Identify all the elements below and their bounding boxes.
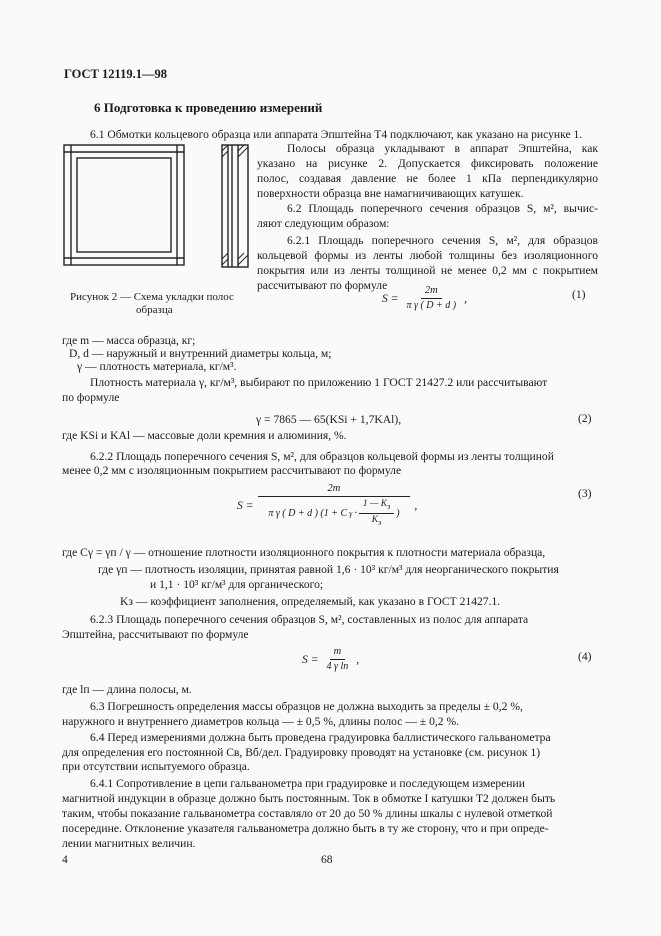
where1-line2: D, d — наружный и внутренний диаметры кольца, м; (69, 347, 332, 360)
figure-2-caption-line1: Рисунок 2 — Схема укладки полос (70, 291, 234, 303)
formula-1-lhs: S = (382, 292, 399, 305)
paragraph-6-4-1-line3: таким, чтобы показание гальванометра составляло от 20 до 50 % длины шкалы с нулевой отметкой (62, 807, 553, 820)
strips-line-3: полос, создавая давление не более 1 кПа перпендикулярно (257, 172, 598, 185)
density-line1: Плотность материала γ, кг/м³, выбирают по приложению 1 ГОСТ 21427.2 или рассчитывают (90, 376, 548, 389)
strips-line-2: указано на рисунке 2. Допускается фиксировать положение (257, 157, 598, 170)
paragraph-6-2-3-line2: Эпштейна, рассчитывают по формуле (62, 628, 249, 641)
paragraph-6-2-1-line4: рассчитывают по формуле (257, 279, 388, 292)
formula-1-numerator: 2m (421, 285, 442, 299)
formula-3-lhs: S = (237, 498, 254, 512)
paragraph-6-3-line2: наружного и внутреннего диаметров кольца — ± 0,5 %, длины полос — ± 0,2 %. (62, 715, 460, 728)
paragraph-6-4-line2: для определения его постоянной Cв, Вб/дел. Градуировку проводят на установке (см. рисунок 1) (62, 746, 541, 759)
formula-3-tail: , (414, 498, 418, 512)
formula-2: γ = 7865 — 65(KSi + 1,7KAl), (256, 413, 402, 426)
paragraph-6-2-2-line1: 6.2.2 Площадь поперечного сечения S, м², для образцов кольцевой формы из ленты толщиной (90, 450, 554, 463)
where3-line2: где γп — плотность изоляции, принятая равной 1,6 · 10³ кг/м³ для неорганического покрытия (98, 563, 559, 576)
formula-3-denominator: π γ ( D + d ) (1 + C γ · $\frac{1 — K_з}{K_з}$ ) (268, 499, 400, 527)
where4: где lп — длина полосы, м. (62, 683, 192, 696)
formula-2-number: (2) (578, 412, 592, 425)
paragraph-6-4-1-line4: посередине. Отклонение указателя гальванометра должно быть в ту же сторону, что и при опреде- (62, 822, 549, 835)
where3-line1: где Cγ = γп / γ — отношение плотности изоляционного покрытия к плотности материала образца, (62, 546, 546, 559)
where1-line3: γ — плотность материала, кг/м³. (77, 360, 237, 373)
formula-3-inner-num: 1 — K (362, 499, 388, 509)
formula-4-denominator: 4 γ lп (326, 661, 349, 672)
formula-3 (237, 483, 417, 528)
strips-line-4: поверхности образца вне намагничивающих катушек. (257, 187, 524, 200)
formula-4-tail: , (356, 653, 360, 666)
formula-4-lhs: S = (302, 653, 319, 666)
document-header: ГОСТ 12119.1—98 (64, 67, 167, 81)
paragraph-6-2-line1: 6.2 Площадь поперечного сечения образцов S, м², вычис- (287, 202, 598, 215)
density-line2: по формуле (62, 391, 120, 404)
paragraph-6-1: 6.1 Обмотки кольцевого образца или аппарата Эпштейна Т4 подключают, как указано на рисунке 1. (90, 128, 583, 141)
formula-1 (382, 285, 467, 312)
formula-3-inner-num-sub: з (387, 501, 391, 511)
paragraph-6-2-line2: ляют следующим образом: (257, 217, 390, 230)
formula-1-tail: , (464, 292, 468, 305)
where2: где KSi и KAl — массовые доли кремния и алюминия, %. (62, 429, 347, 442)
formula-4-numerator: m (330, 646, 346, 660)
formula-3-den-a: π γ ( D + d ) (1 + C (268, 507, 348, 519)
formula-3-numerator: 2m (258, 483, 411, 497)
paragraph-6-2-1-line3: покрытия или из ленты толщиной не менее 0,2 мм с покрытием (257, 264, 598, 277)
formula-4-number: (4) (578, 650, 592, 663)
footer-page-left: 4 (62, 853, 68, 866)
formula-4 (302, 646, 359, 673)
figure-2-caption-line2: образца (136, 304, 173, 316)
section-title: 6 Подготовка к проведению измерений (94, 100, 323, 115)
where3-line3: и 1,1 · 10³ кг/м³ для органического; (150, 578, 324, 591)
paragraph-6-4-1-line5: лении магнитных величин. (62, 837, 196, 850)
where3-line4: Kз — коэффициент заполнения, определяемый, как указано в ГОСТ 21427.1. (120, 595, 501, 608)
paragraph-6-2-1-line1: 6.2.1 Площадь поперечного сечения S, м², для образцов (287, 234, 598, 247)
paragraph-6-2-3-line1: 6.2.3 Площадь поперечного сечения образцов S, м², составленных из полос для аппарата (90, 613, 529, 626)
strips-line-1: Полосы образца укладывают в аппарат Эпштейна, как (287, 142, 598, 155)
formula-3-inner-den: K (371, 514, 379, 525)
formula-1-denominator: π γ ( D + d ) (406, 300, 457, 311)
paragraph-6-2-2-line2: менее 0,2 мм с изоляционным покрытием рассчитывают по формуле (62, 464, 402, 477)
paragraph-6-2-1-line2: кольцевой формы из ленты любой толщины без изоляционного (257, 249, 598, 262)
formula-3-den-b: γ (349, 508, 353, 518)
where1-line1: где m — масса образца, кг; (62, 334, 196, 347)
formula-3-inner-den-sub: з (378, 517, 382, 527)
paragraph-6-4-line1: 6.4 Перед измерениями должна быть проведена градуировка баллистического гальванометра (90, 731, 551, 744)
paragraph-6-4-line3: при отсутствии испытуемого образца. (62, 760, 250, 773)
paragraph-6-3-line1: 6.3 Погрешность определения массы образцов не должна выходить за пределы ± 0,2 %, (90, 700, 523, 713)
paragraph-6-4-1-line2: магнитной индукции в образце должно быть постоянным. Ток в обмотке I катушки T2 должен быть (62, 792, 556, 805)
paragraph-6-4-1-line1: 6.4.1 Сопротивление в цепи гальванометра при градуировке и последующем измерении (90, 777, 525, 790)
footer-page-center: 68 (321, 853, 333, 866)
figure-2-strip-layout (62, 143, 252, 288)
formula-1-number: (1) (572, 288, 586, 301)
formula-3-number: (3) (578, 487, 592, 500)
